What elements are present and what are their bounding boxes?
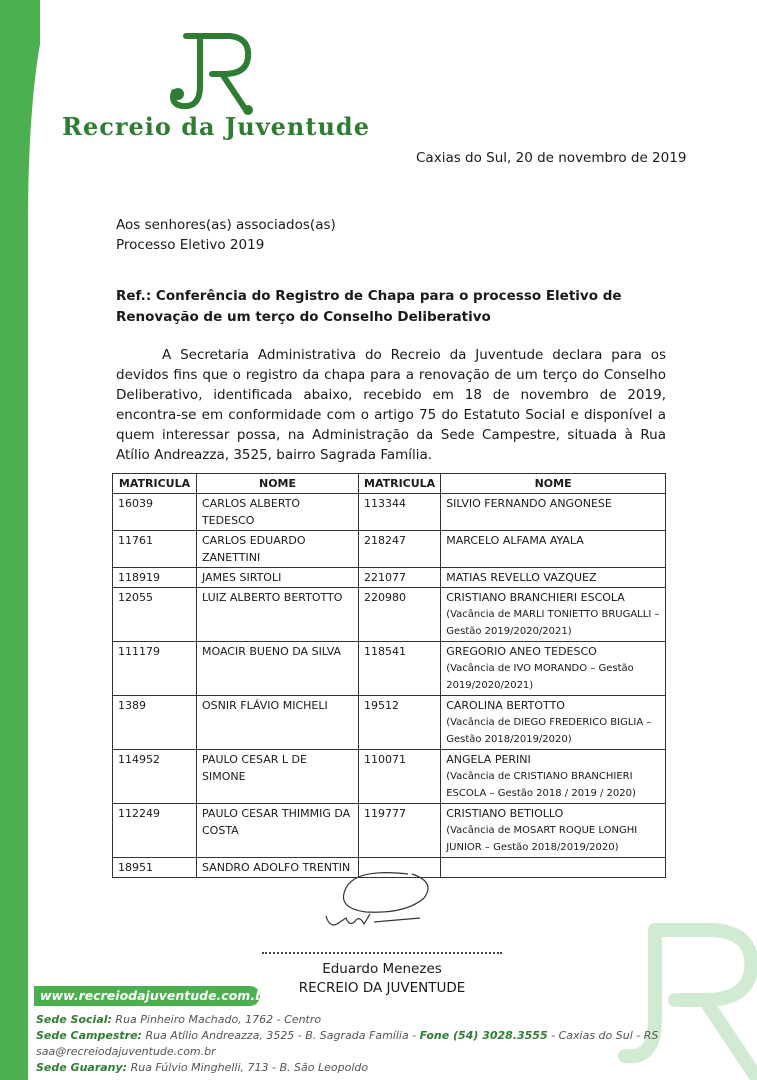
nome-cell-text: PAULO CESAR THIMMIG DA COSTA [202, 807, 351, 837]
matricula-cell-text: 220980 [364, 591, 406, 604]
footer-addresses [36, 1012, 658, 1076]
matricula-cell-text: 118541 [364, 645, 406, 658]
nome-cell [441, 642, 666, 696]
nome-cell [197, 568, 359, 588]
nome-cell-text: CAROLINA BERTOTTO [446, 699, 565, 712]
matricula-cell [359, 750, 441, 804]
nome-cell-text: ANGELA PERINI [446, 753, 531, 766]
date-line: Caxias do Sul, 20 de novembro de 2019 [416, 150, 687, 166]
matricula-cell [113, 531, 197, 568]
nome-cell [197, 750, 359, 804]
nome-cell-text: OSNIR FLÁVIO MICHELI [202, 699, 328, 712]
matricula-cell [113, 494, 197, 531]
signer-block [262, 960, 502, 998]
signer-org: RECREIO DA JUVENTUDE [298, 980, 466, 996]
nome-cell-text: MARCELO ALFAMA AYALA [446, 534, 584, 547]
brand-name: Recreio da Juventude [62, 112, 370, 141]
nome-cell [441, 804, 666, 858]
table-row [113, 642, 666, 696]
body-paragraph [116, 345, 666, 465]
addressee-block [116, 215, 336, 255]
nome-cell-text: LUIZ ALBERTO BERTOTTO [202, 591, 343, 604]
footer-sede-guarany [36, 1060, 658, 1076]
matricula-cell [359, 696, 441, 750]
signature-line [262, 952, 502, 954]
matricula-cell [113, 642, 197, 696]
nome-cell [441, 696, 666, 750]
table-row [113, 588, 666, 642]
nome-cell [197, 494, 359, 531]
matricula-cell [359, 494, 441, 531]
nome-cell [197, 696, 359, 750]
matricula-cell [113, 804, 197, 858]
header-nome-2: NOME [441, 474, 666, 494]
table-row [113, 750, 666, 804]
nome-cell [197, 642, 359, 696]
nome-cell [441, 531, 666, 568]
signer-name: Eduardo Menezes [322, 961, 442, 977]
matricula-cell [359, 642, 441, 696]
matricula-cell [113, 750, 197, 804]
matricula-cell [113, 696, 197, 750]
matricula-cell-text: 111179 [118, 645, 160, 658]
band-curve [28, 0, 58, 1080]
matricula-cell-text: 11761 [118, 534, 153, 547]
matricula-cell-text: 16039 [118, 497, 153, 510]
table-row [113, 494, 666, 531]
matricula-cell [359, 531, 441, 568]
sede-campestre-label: Sede Campestre: [36, 1029, 142, 1042]
nome-cell [197, 588, 359, 642]
matricula-cell-text: 113344 [364, 497, 406, 510]
nome-cell-text: SILVIO FERNANDO ANGONESE [446, 497, 612, 510]
sede-guarany-label: Sede Guarany: [36, 1061, 128, 1074]
matricula-cell-text: 114952 [118, 753, 160, 766]
matricula-cell [359, 804, 441, 858]
nome-cell [441, 588, 666, 642]
table-row [113, 804, 666, 858]
nome-cell [441, 568, 666, 588]
table-body [113, 494, 666, 878]
table-row [113, 568, 666, 588]
website-link[interactable]: www.recreiodajuventude.com.br [34, 986, 260, 1006]
table-row [113, 531, 666, 568]
header-nome-1: NOME [197, 474, 359, 494]
nome-cell-text: JAMES SIRTOLI [202, 571, 282, 584]
nome-cell-text: GREGORIO ANEO TEDESCO [446, 645, 597, 658]
sede-campestre-address: Rua Atílio Andreazza, 3525 - B. Sagrada Família - [145, 1029, 417, 1042]
nome-cell-text: CRISTIANO BETIOLLO [446, 807, 564, 820]
sede-social-address: Rua Pinheiro Machado, 1762 - Centro [115, 1013, 322, 1026]
matricula-cell-text: 1389 [118, 699, 146, 712]
matricula-cell-text: 19512 [364, 699, 399, 712]
matricula-cell-text: 119777 [364, 807, 406, 820]
vacancy-note: (Vacância de IVO MORANDO – Gestão 2019/2020/2021) [446, 663, 634, 691]
matricula-cell [113, 568, 197, 588]
matricula-cell [113, 858, 197, 878]
matricula-cell [113, 588, 197, 642]
vacancy-note: (Vacância de DIEGO FREDERICO BIGLIA – Gestão 2018/2019/2020) [446, 717, 652, 745]
body-text: A Secretaria Administrativa do Recreio da Juventude declara para os devidos fins que o registro da chapa para a renovação de um terço do Conselho Deliberativo, identificada abaixo, recebido em 18 de novembro de 2019, encontra-se em conformidade com o artigo 75 do Estatuto Social e disponível a quem interessar possa, na Administração da Sede Campestre, situada à Rua Atílio Andreazza, 3525, bairro Sagrada Família. [116, 347, 666, 463]
sede-social-label: Sede Social: [36, 1013, 112, 1026]
matricula-cell-text: 18951 [118, 861, 153, 874]
reference-line: Ref.: Conferência do Registro de Chapa para o processo Eletivo de Renovação de um terço do Conselho Deliberativo [116, 288, 622, 325]
table-row [113, 696, 666, 750]
matricula-cell-text: 221077 [364, 571, 406, 584]
candidate-table [112, 473, 666, 878]
vacancy-note: (Vacância de MOSART ROQUE LONGHI JUNIOR – Gestão 2018/2019/2020) [446, 825, 638, 853]
nome-cell [197, 804, 359, 858]
addressee-line-1: Aos senhores(as) associados(as) [116, 217, 336, 233]
sede-guarany-address: Rua Fúlvio Minghelli, 713 - B. São Leopoldo [130, 1061, 369, 1074]
nome-cell-text: PAULO CESAR L DE SIMONE [202, 753, 307, 783]
addressee-line-2: Processo Eletivo 2019 [116, 237, 265, 253]
footer-sede-social [36, 1012, 658, 1028]
footer-city: - Caxias do Sul - RS [551, 1029, 659, 1042]
matricula-cell-text: 12055 [118, 591, 153, 604]
nome-cell [441, 494, 666, 531]
nome-cell [441, 750, 666, 804]
footer-phone: Fone (54) 3028.3555 [419, 1029, 548, 1042]
handwritten-signature [316, 868, 446, 938]
nome-cell-text: SANDRO ADOLFO TRENTIN [202, 861, 351, 874]
nome-cell-text: CRISTIANO BRANCHIERI ESCOLA [446, 591, 625, 604]
header-matricula-1: MATRICULA [113, 474, 197, 494]
matricula-cell-text: 118919 [118, 571, 160, 584]
nome-cell-text: CARLOS ALBERTO TEDESCO [202, 497, 301, 527]
matricula-cell-text: 110071 [364, 753, 406, 766]
nome-cell-text: MOACIR BUENO DA SILVA [202, 645, 342, 658]
jr-monogram-logo-icon [160, 28, 270, 118]
table-header-row [113, 474, 666, 494]
header-matricula-2: MATRICULA [359, 474, 441, 494]
vacancy-note: (Vacância de MARLI TONIETTO BRUGALLI – Gestão 2019/2020/2021) [446, 609, 660, 637]
vacancy-note: (Vacância de CRISTIANO BRANCHIERI ESCOLA – Gestão 2018 / 2019 / 2020) [446, 771, 636, 799]
footer-email[interactable]: saa@recreiodajuventude.com.br [36, 1045, 216, 1058]
nome-cell [197, 531, 359, 568]
footer-sede-campestre [36, 1028, 658, 1044]
matricula-cell [359, 588, 441, 642]
nome-cell [441, 858, 666, 878]
matricula-cell-text: 112249 [118, 807, 160, 820]
nome-cell-text: CARLOS EDUARDO ZANETTINI [202, 534, 306, 564]
matricula-cell-text: 218247 [364, 534, 406, 547]
nome-cell-text: MATIAS REVELLO VAZQUEZ [446, 571, 597, 584]
matricula-cell [359, 568, 441, 588]
